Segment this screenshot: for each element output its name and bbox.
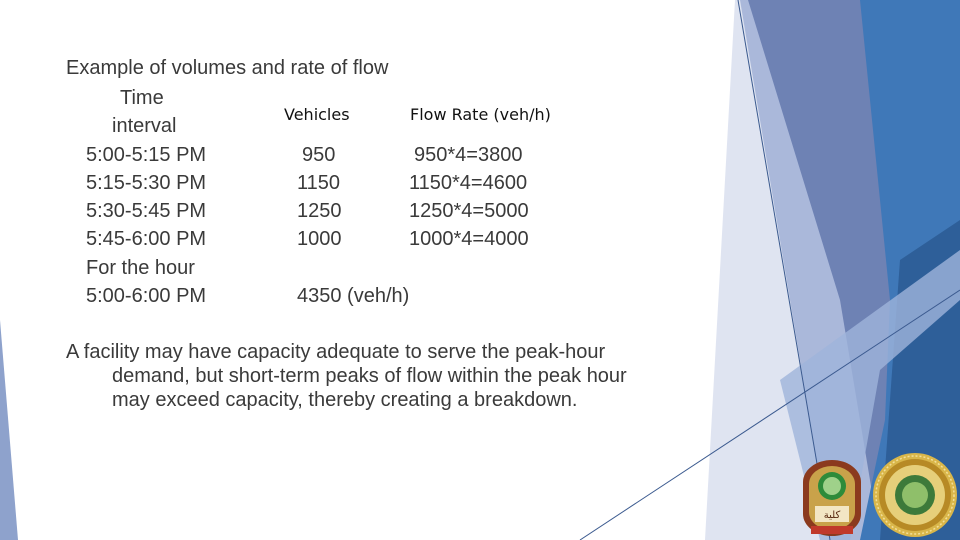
header-interval: interval xyxy=(112,115,177,137)
college-emblem-icon xyxy=(801,458,863,538)
row-interval: 5:45-6:00 PM xyxy=(86,228,207,250)
hour-interval: 5:00-6:00 PM xyxy=(86,285,207,307)
svg-text:كلية: كلية xyxy=(823,510,841,521)
explanation-paragraph xyxy=(66,340,726,412)
university-seal-icon xyxy=(872,452,958,538)
slide-title: Example of volumes and rate of flow xyxy=(66,57,389,79)
paragraph-line: may exceed capacity, thereby creating a breakdown. xyxy=(112,389,578,411)
row-flow: 950*4=3800 xyxy=(414,144,523,166)
row-interval: 5:00-5:15 PM xyxy=(86,144,207,166)
row-vehicles: 950 xyxy=(302,144,336,166)
row-interval: 5:15-5:30 PM xyxy=(86,172,207,194)
left-edge-strip xyxy=(0,320,18,540)
row-flow: 1250*4=5000 xyxy=(409,200,529,222)
paragraph-line: A facility may have capacity adequate to serve the peak-hour xyxy=(66,341,606,363)
row-flow: 1000*4=4000 xyxy=(409,228,529,250)
row-interval: 5:30-5:45 PM xyxy=(86,200,207,222)
hour-label: For the hour xyxy=(86,257,195,279)
row-vehicles: 1150 xyxy=(297,172,341,194)
row-vehicles: 1000 xyxy=(297,228,342,250)
header-time: Time xyxy=(120,87,164,109)
row-flow: 1150*4=4600 xyxy=(409,172,528,194)
header-flow-rate: Flow Rate (veh/h) xyxy=(410,105,551,124)
header-vehicles: Vehicles xyxy=(284,105,350,124)
paragraph-line: demand, but short-term peaks of flow within the peak hour xyxy=(112,365,627,387)
hour-total: 4350 (veh/h) xyxy=(297,285,410,307)
row-vehicles: 1250 xyxy=(297,200,342,222)
